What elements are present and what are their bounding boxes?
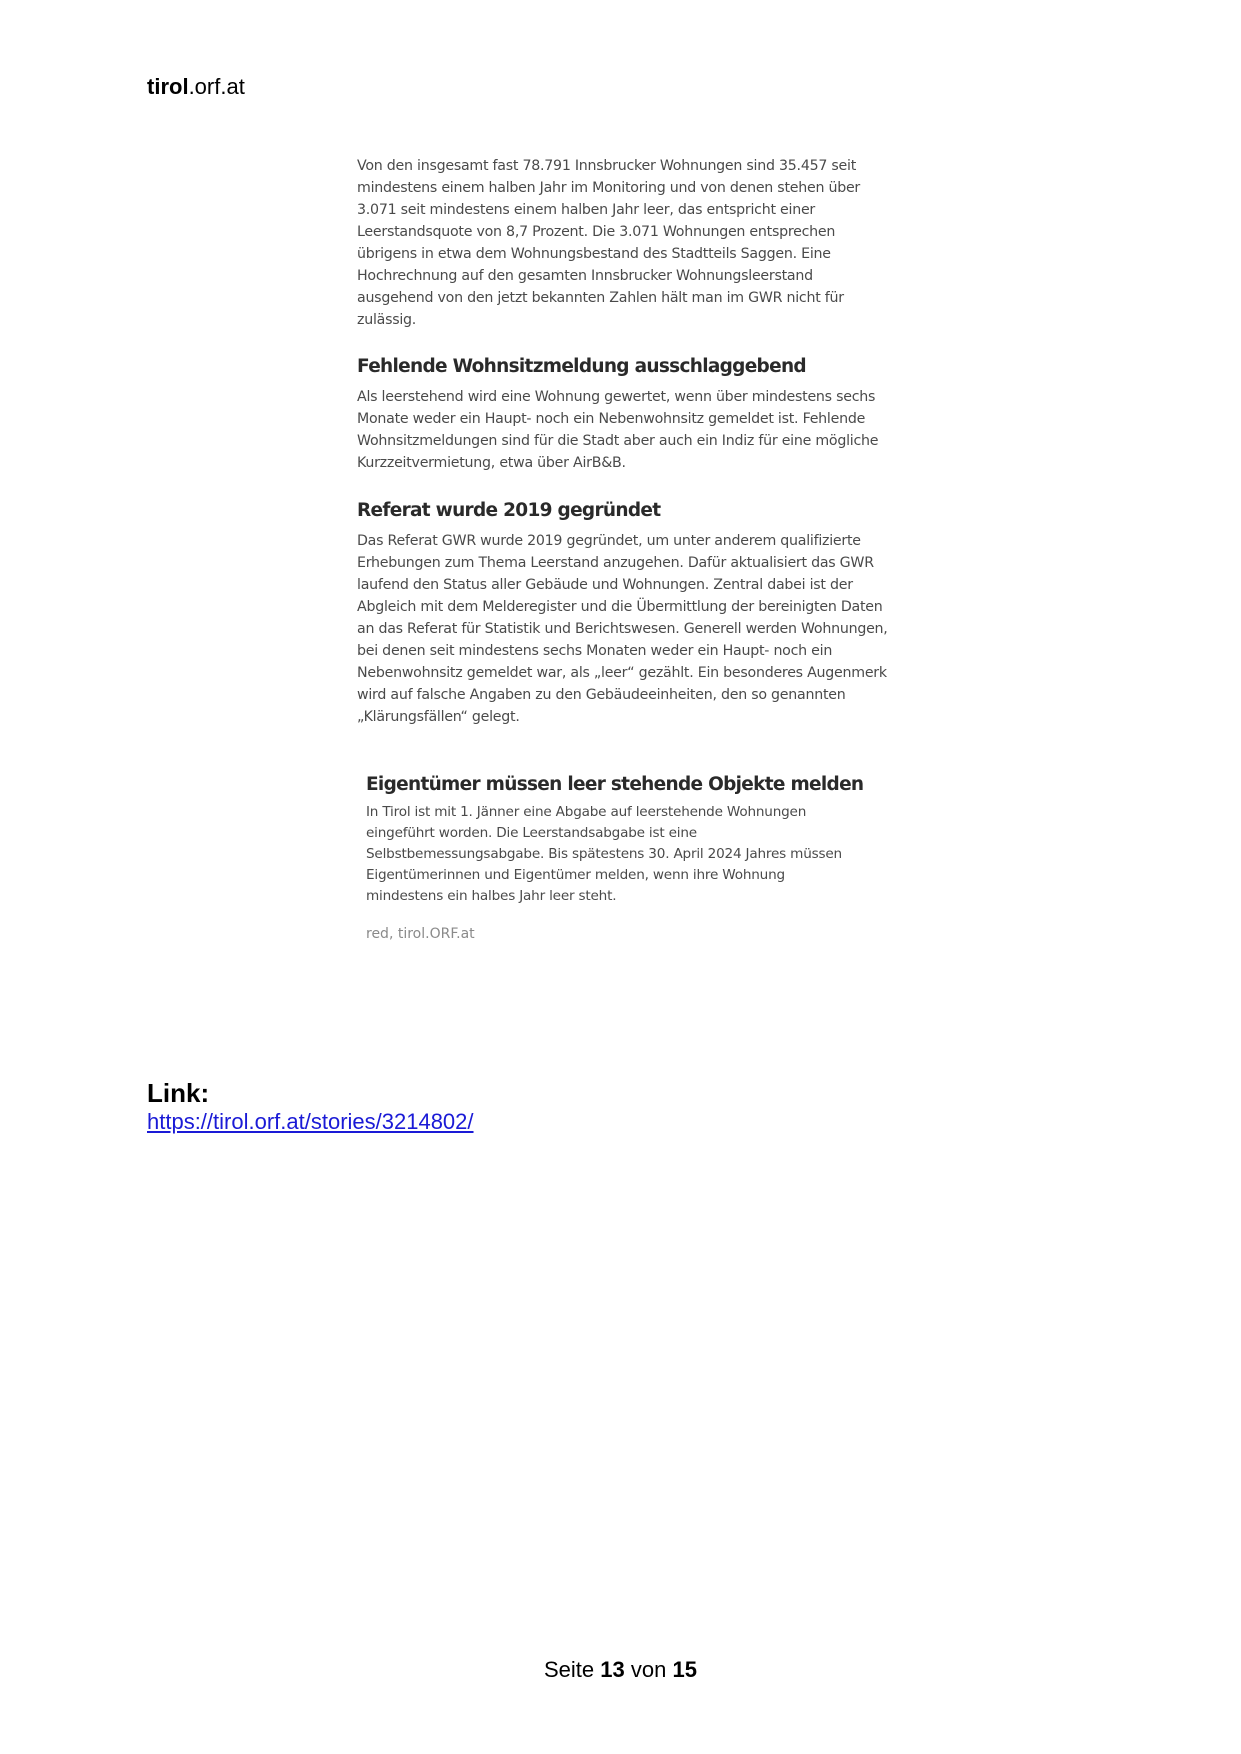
info-box [366, 773, 866, 907]
site-header [147, 74, 245, 100]
site-name-rest: .orf.at [188, 74, 245, 99]
article-source: red, tirol.ORF.at [366, 926, 475, 942]
footer-page-number: 13 [600, 1657, 625, 1682]
site-name-bold: tirol [147, 74, 189, 99]
footer-middle: von [630, 1657, 667, 1682]
info-box-text: In Tirol ist mit 1. Jänner eine Abgabe auf leerstehende Wohnungen eingeführt worden. Die Leerstandsabgabe ist eine Selbstbemessungsabgabe. Bis spätestens 30. April 2024 Jahres müssen Eigentümerinnen und Eigentümer melden, wenn ihre Wohnung mindestens ein halbes Jahr leer steht. [366, 804, 842, 904]
link-label: Link: [147, 1078, 210, 1108]
section-heading-wohnsitzmeldung: Fehlende Wohnsitzmeldung ausschlaggebend [357, 356, 806, 377]
article-screenshot [357, 155, 892, 725]
section-heading-referat: Referat wurde 2019 gegründet [357, 500, 661, 521]
section-paragraph-wohnsitzmeldung: Als leerstehend wird eine Wohnung gewertet, wenn über mindestens sechs Monate weder ein Haupt- noch ein Nebenwohnsitz gemeldet ist. Fehlende Wohnsitzmeldungen sind für die Stadt aber auch ein Indiz für eine mögliche Kurzzeitvermietung, etwa über AirB&B. [357, 389, 879, 471]
page-footer [0, 1657, 1241, 1683]
footer-prefix: Seite [544, 1657, 595, 1682]
section-paragraph-referat: Das Referat GWR wurde 2019 gegründet, um unter anderem qualifizierte Erhebungen zum Thema Leerstand anzugehen. Dafür aktualisiert das GWR laufend den Status aller Gebäude und Wohnungen. Zentral dabei ist der Abgleich mit dem Melderegister und die Übermittlung der bereinigten Daten an das Referat für Statistik und Berichtswesen. Generell werden Wohnungen, bei denen seit mindestens sechs Monaten weder ein Haupt- noch ein Nebenwohnsitz gemeldet war, als „leer“ gezählt. Ein besonderes Augenmerk wird auf falsche Angaben zu den Gebäudeeinheiten, den so genannten „Klärungsfällen“ gelegt. [357, 533, 888, 725]
article-intro-paragraph: Von den insgesamt fast 78.791 Innsbrucker Wohnungen sind 35.457 seit mindestens einem halben Jahr im Monitoring und von denen stehen über 3.071 seit mindestens einem halben Jahr leer, das entspricht einer Leerstandsquote von 8,7 Prozent. Die 3.071 Wohnungen entsprechen übrigens in etwa dem Wohnungsbestand des Stadtteils Saggen. Eine Hochrechnung auf den gesamten Innsbrucker Wohnungsleerstand ausgehend von den jetzt bekannten Zahlen hält man im GWR nicht für zulässig. [357, 158, 861, 328]
footer-page-total: 15 [672, 1657, 697, 1682]
article-link[interactable]: https://tirol.orf.at/stories/3214802/ [147, 1109, 474, 1134]
info-box-heading: Eigentümer müssen leer stehende Objekte melden [366, 774, 864, 795]
